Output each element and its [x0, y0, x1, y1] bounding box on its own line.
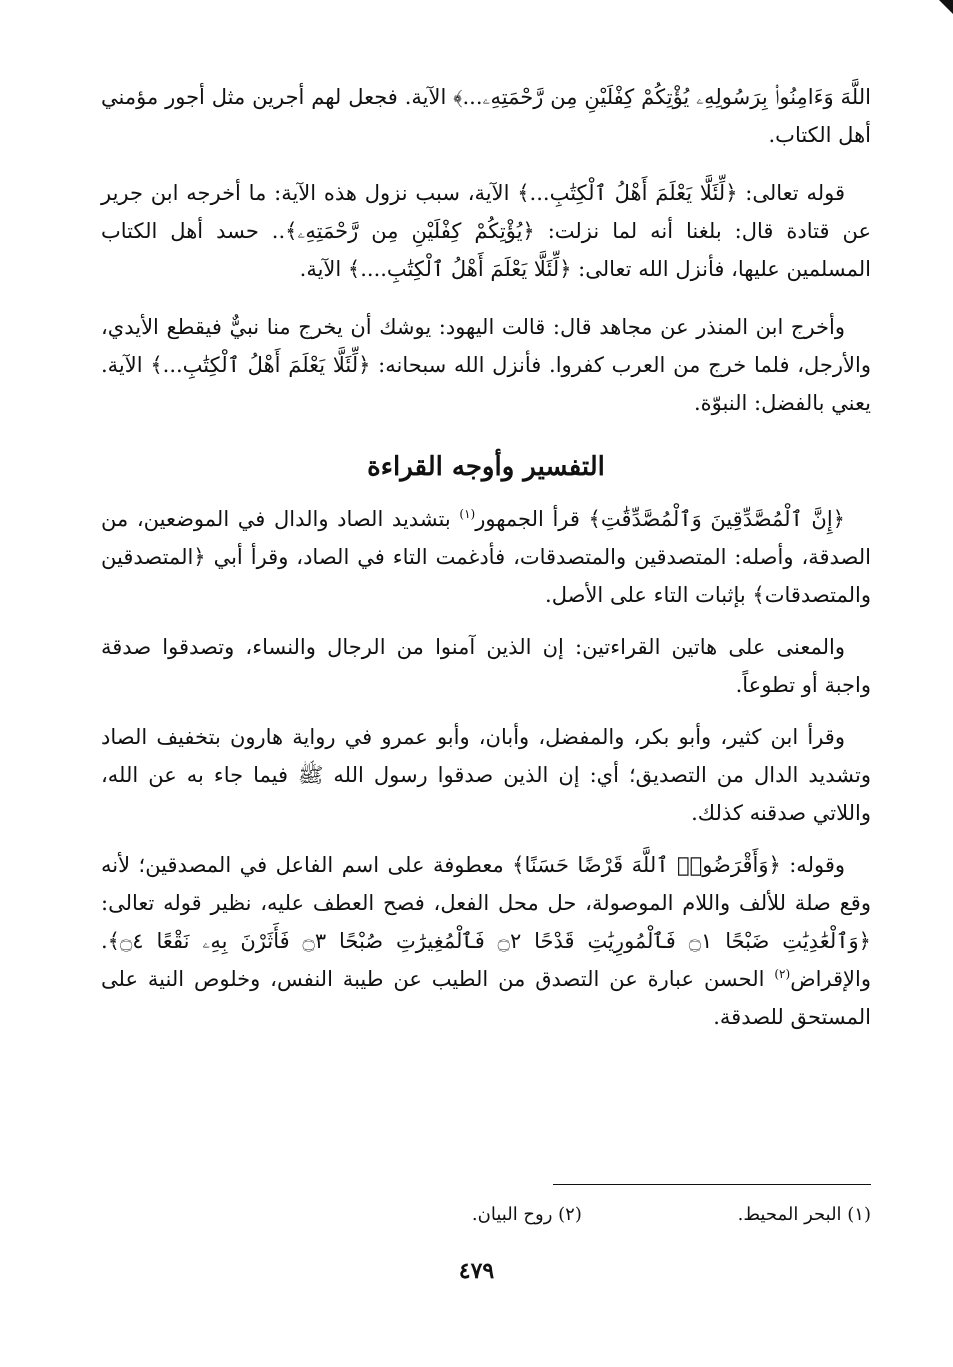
paragraph-7-text-a: وقوله: ﴿وَأَقْرَضُوا۟ ٱللَّهَ قَرْضًا حَسَنًا﴾ معطوفة على اسم الفاعل في المصدقين؛ لأنه وقع صلة للألف واللام الموصولة، حل محل الفعل، فصح العطف عليه، نظير قوله تعالى: ﴿وَٱلْعَٰدِيَٰتِ ضَبْحًا ۝١ فَٱلْمُورِيَٰتِ قَدْحًا ۝٢ فَٱلْمُغِيرَٰتِ صُبْحًا ۝٣ فَأَثَرْنَ بِهِۦ نَقْعًا ۝٤﴾. والإقراض — [101, 853, 871, 991]
footnote-divider — [553, 1184, 871, 1185]
section-heading: التفسير وأوجه القراءة — [367, 452, 605, 482]
paragraph-1: اللَّهَ وَءَامِنُوا۟ بِرَسُولِهِۦ يُؤْتِكُمْ كِفْلَيْنِ مِن رَّحْمَتِهِۦ...﴾ الآية. فجعل لهم أجرين مثل أجور مؤمني أهل الكتاب. — [101, 85, 871, 147]
corner-mark — [939, 0, 953, 14]
page-number: ٤٧٩ — [458, 1258, 495, 1284]
footnotes — [101, 1200, 871, 1230]
paragraph-7-text-b: الحسن عبارة عن التصدق من الطيب عن طيبة النفس، وخلوص النية على المستحق للصدقة. — [101, 967, 871, 1029]
paragraph-4-text-a: ﴿إِنَّ ٱلْمُصَّدِّقِينَ وَٱلْمُصَّدِّقَٰتِ﴾ قرأ الجمهور — [475, 507, 845, 531]
footnote-ref-1: (١) — [459, 507, 476, 521]
paragraph-7 — [101, 846, 871, 1036]
footnote-ref-2: (٢) — [774, 967, 791, 981]
paragraph-2: قوله تعالى: ﴿لِّئَلَّا يَعْلَمَ أَهْلُ ٱلْكِتَٰبِ...﴾ الآية، سبب نزول هذه الآية: ما أخرجه ابن جرير عن قتادة قال: بلغنا أنه لما نزلت: ﴿يُؤْتِكُمْ كِفْلَيْنِ مِن رَّحْمَتِهِۦ﴾.. حسد أهل الكتاب المسلمين عليها، فأنزل الله تعالى: ﴿لِّئَلَّا يَعْلَمَ أَهْلُ ٱلْكِتَٰبِ....﴾ الآية. — [101, 181, 871, 281]
footnote-2: (٢) روح البيان. — [471, 1204, 582, 1225]
main-text — [101, 78, 871, 1036]
paragraph-4 — [101, 500, 871, 614]
footnote-1: (١) البحر المحيط. — [737, 1204, 871, 1225]
paragraph-5: والمعنى على هاتين القراءتين: إن الذين آمنوا من الرجال والنساء، وتصدقوا صدقة واجبة أو تطوعاً. — [101, 635, 871, 697]
paragraph-6: وقرأ ابن كثير، وأبو بكر، والمفضل، وأبان، وأبو عمرو في رواية هارون بتخفيف الصاد وتشديد الدال من التصديق؛ أي: إن الذين صدقوا رسول الله ﷺ فيما جاء به عن الله، واللاتي صدقنه كذلك. — [101, 725, 871, 825]
paragraph-4-text-b: بتشديد الصاد والدال في الموضعين، من الصدقة، وأصله: المتصدقين والمتصدقات، فأدغمت التاء في الصاد، وقرأ أبي ﴿المتصدقين والمتصدقات﴾ بإثبات التاء على الأصل. — [101, 507, 871, 607]
paragraph-3: وأخرج ابن المنذر عن مجاهد قال: قالت اليهود: يوشك أن يخرج منا نبيٌّ فيقطع الأيدي، والأرجل، فلما خرج من العرب كفروا. فأنزل الله سبحانه: ﴿لِّئَلَّا يَعْلَمَ أَهْلُ ٱلْكِتَٰبِ...﴾ الآية. يعني بالفضل: النبوّة. — [101, 315, 871, 415]
